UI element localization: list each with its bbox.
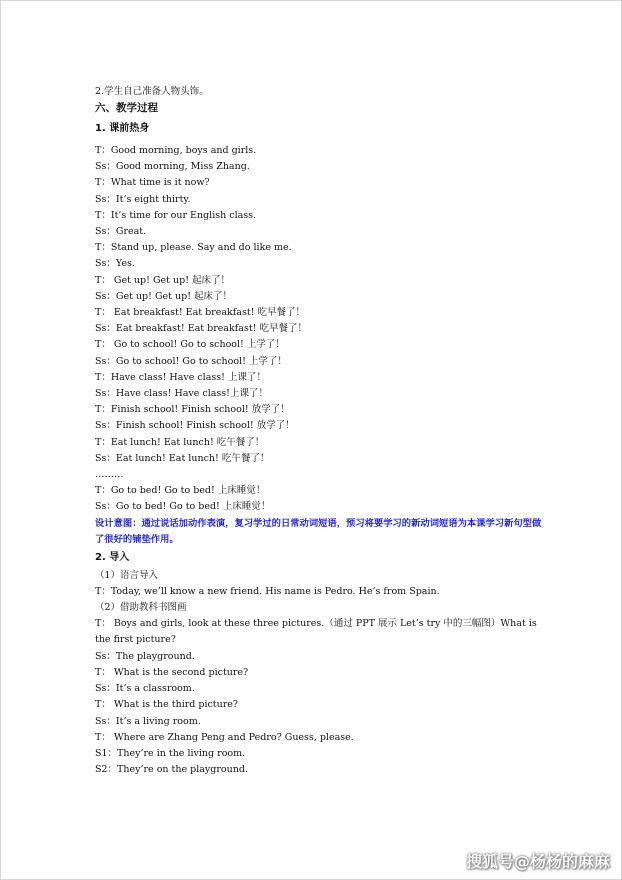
dialogue-line: T：Today, we’ll know a new friend. His name is Pedro. He’s from Spain. [95,585,440,597]
dialogue-line: Ss：Good morning, Miss Zhang. [95,161,250,173]
dialogue-line: Ss：Yes. [95,258,135,270]
dialogue-line: Ss：Go to bed! Go to bed! 上床睡觉！ [95,501,271,513]
dialogue-line: S1：They’re in the living room. [95,747,246,759]
prep-line: 2.学生自己准备人物头饰。 [95,86,209,97]
dialogue-line: T：It’s time for our English class. [95,209,257,221]
dialogue-line: T： Go to school! Go to school! 上学了！ [95,339,285,351]
intro-heading: 2. 导入 [95,551,130,563]
document-body [95,84,555,778]
dialogue-line: Ss：Great. [95,226,147,238]
dialogue-line: Ss：Have class! Have class!上课了！ [95,388,268,400]
dialogue-line: Ss：It’s a classroom. [95,683,195,695]
dialogue-line: T：Go to bed! Go to bed! 上床睡觉！ [95,485,266,497]
dialogue-line: Ss：It’s eight thirty. [95,193,191,205]
dialogue-line: Ss：The playground. [95,650,195,662]
dialogue-line: the first picture? [95,634,176,646]
warmup-dialogue [95,143,555,516]
dialogue-line: Ss：It’s a living room. [95,715,201,727]
dialogue-line: T：What time is it now? [95,177,210,189]
dialogue-line: T： Eat breakfast! Eat breakfast! 吃早餐了！ [95,307,305,319]
intro-subheading: （1）语言导入 [95,569,159,581]
dialogue-line: T： What is the third picture? [95,699,239,711]
dialogue-line: T：Stand up, please. Say and do like me. [95,242,292,254]
dialogue-line: T： What is the second picture? [95,666,249,678]
dialogue-line: T： Get up! Get up! 起床了！ [95,274,231,286]
dialogue-line: S2：They’re on the playground. [95,764,248,776]
dialogue-line: Ss：Go to school! Go to school! 上学了！ [95,355,287,367]
dialogue-line: T： Boys and girls, look at these three pictures.（通过 PPT 展示 Let’s try 中的三幅图）What is [95,618,537,630]
dialogue-line: T：Good morning, boys and girls. [95,145,257,156]
dialogue-line: T： Where are Zhang Peng and Pedro? Guess, please. [95,731,354,743]
dialogue-line: T：Finish school! Finish school! 放学了！ [95,404,290,416]
intro-subheading: （2）借助教科书图画 [95,602,187,614]
warmup-heading: 1. 课前热身 [95,123,150,134]
dialogue-line: Ss：Eat lunch! Eat lunch! 吃午餐了！ [95,452,270,464]
design-intent-note: 设计意图：通过说话加动作表演，复习学过的日常动词短语，预习将要学习的新动词短语为本课学习新句型做了很好的铺垫作用。 [95,517,542,545]
ellipsis-line: ……… [95,469,124,481]
dialogue-line: Ss：Eat breakfast! Eat breakfast! 吃早餐了！ [95,323,308,335]
dialogue-line: T：Have class! Have class! 上课了！ [95,371,266,383]
dialogue-line: Ss：Get up! Get up! 起床了！ [95,290,233,302]
section-title: 六、教学过程 [95,102,158,114]
watermark: 搜狐号@杨杨的麻麻 [465,852,610,871]
dialogue-line: Ss：Finish school! Finish school! 放学了！ [95,420,295,432]
dialogue-line: T：Eat lunch! Eat lunch! 吃午餐了！ [95,436,265,448]
intro-dialogue [95,568,555,779]
